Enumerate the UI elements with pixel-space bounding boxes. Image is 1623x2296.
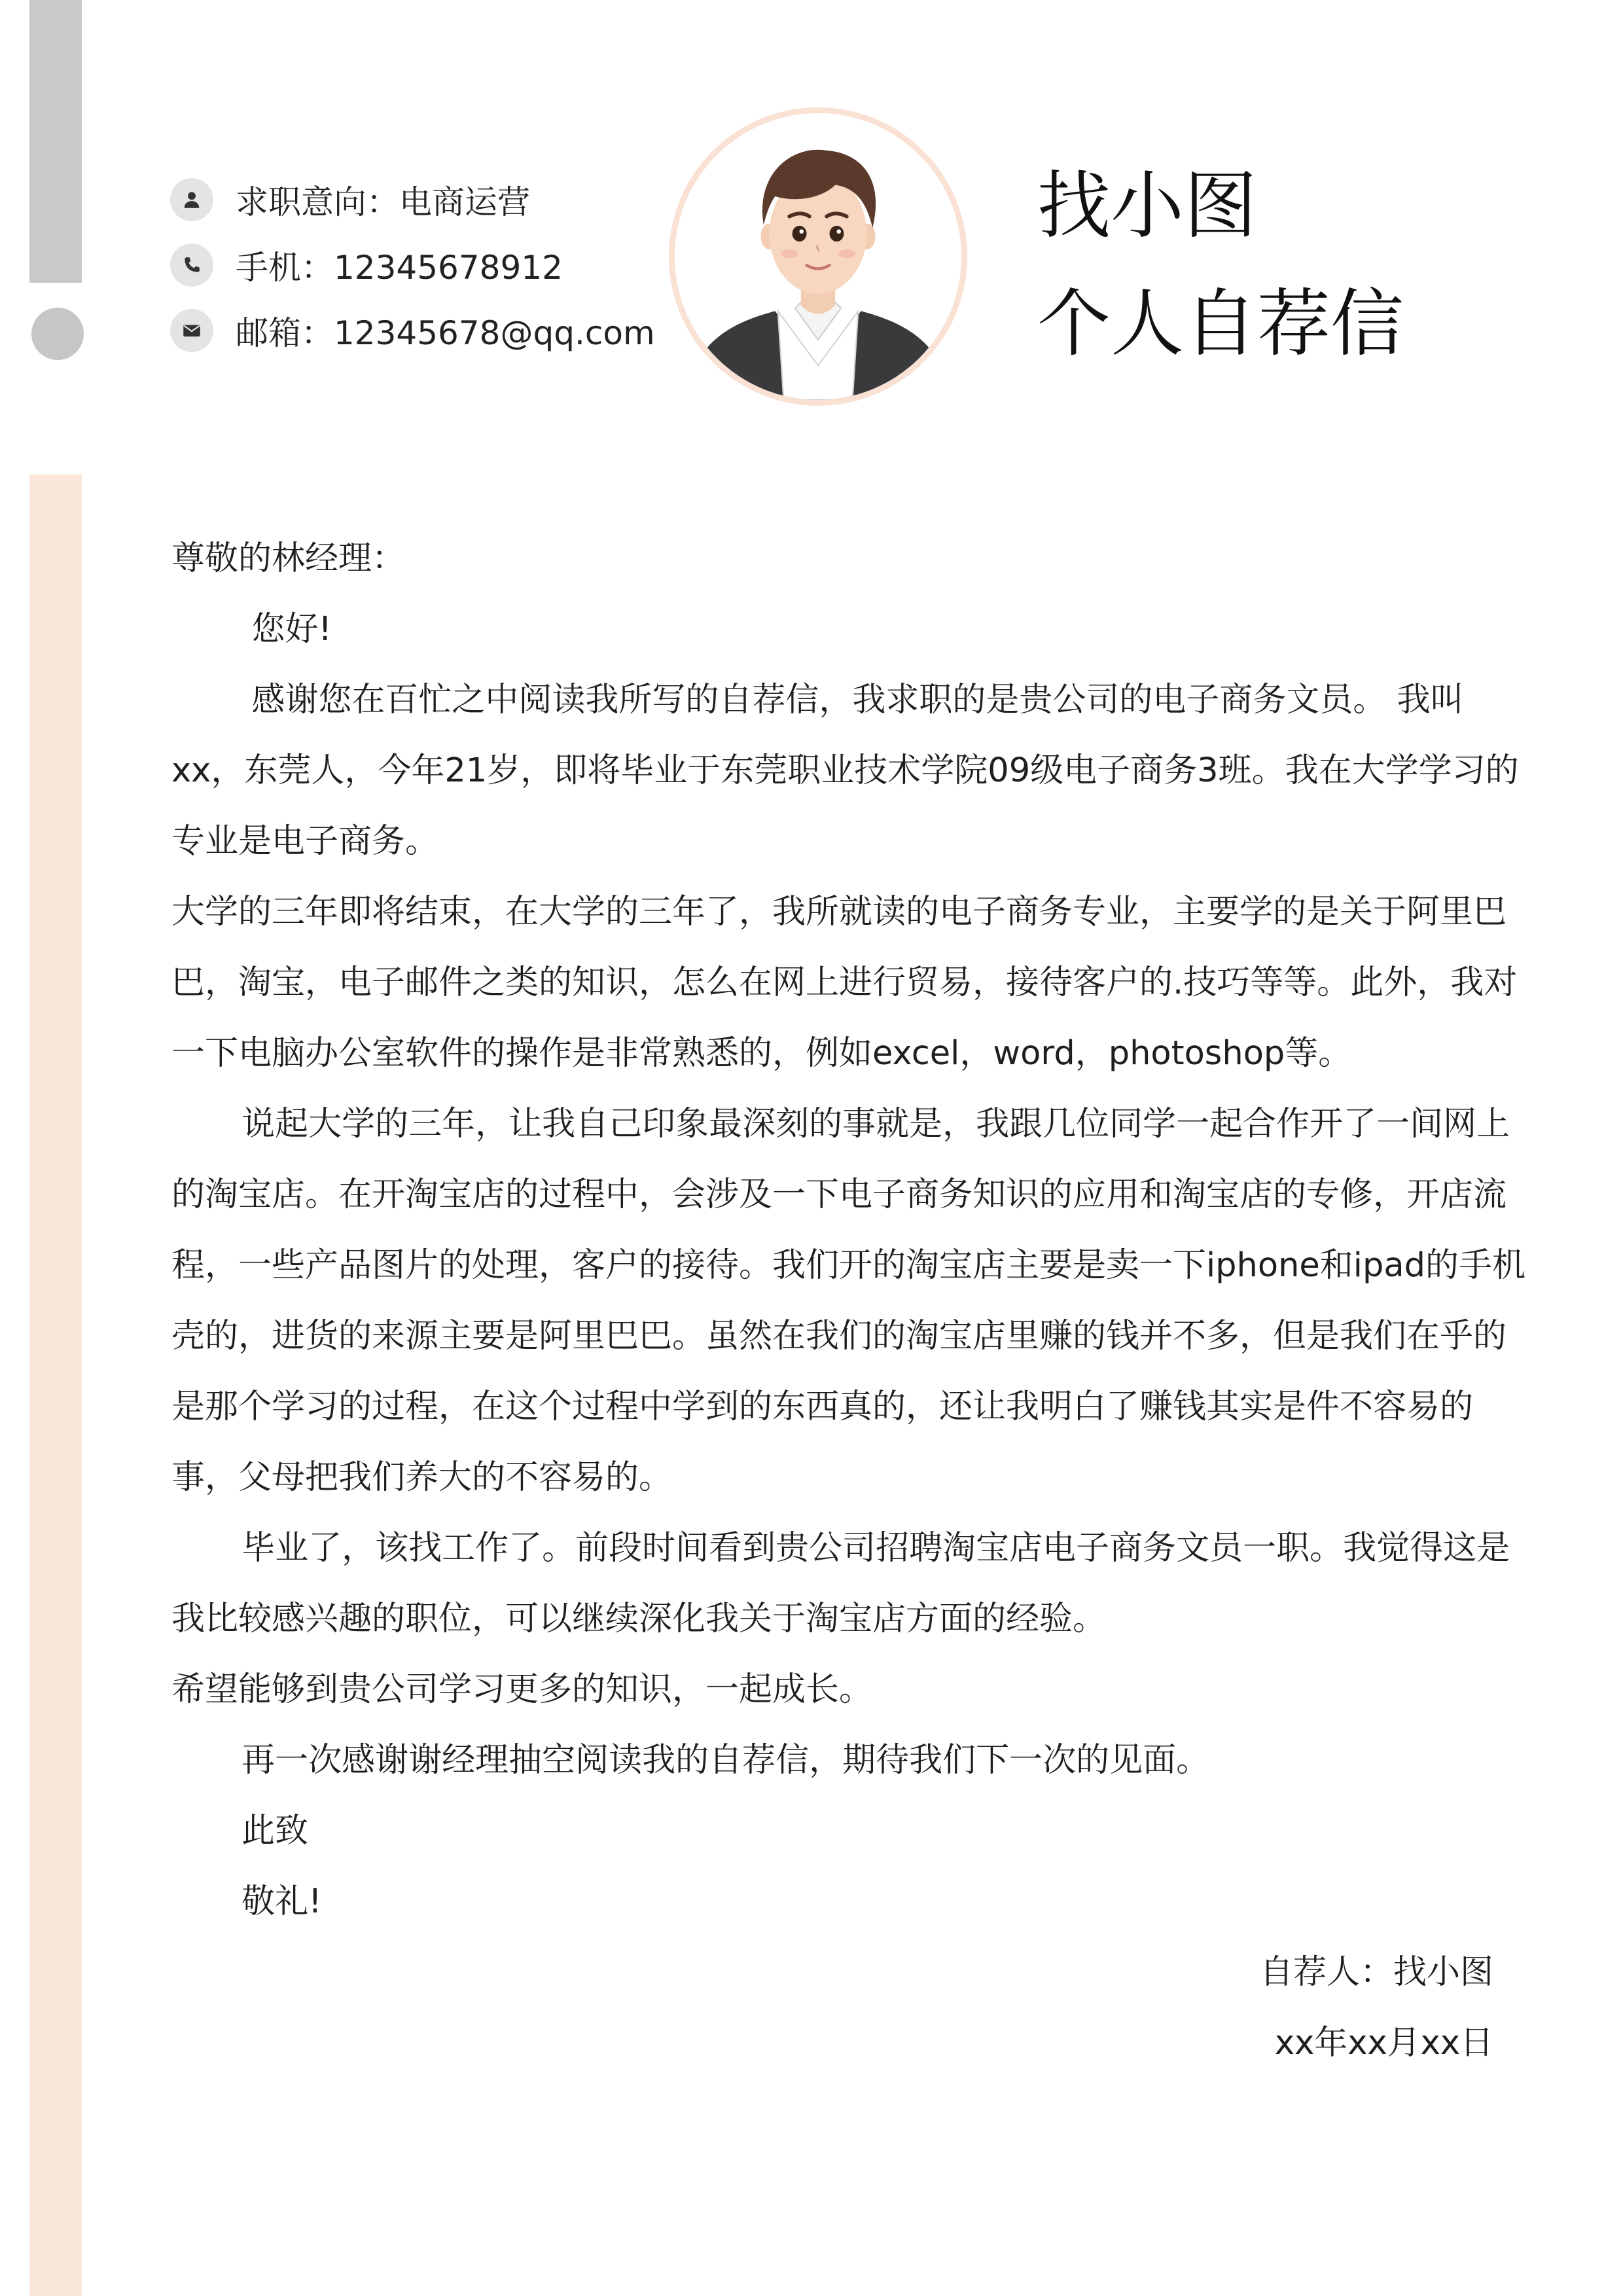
letter-paragraph: 再一次感谢谢经理抽空阅读我的自荐信，期待我们下一次的见面。 (241, 1741, 1210, 1780)
closing-line-1: 此致 (241, 1812, 309, 1850)
decorative-grey-bar (29, 0, 82, 283)
avatar-illustration (675, 113, 961, 400)
person-icon (170, 178, 213, 221)
phone-icon (170, 243, 213, 287)
phone-text: 手机：12345678912 (236, 249, 563, 287)
title-subtitle: 个人自荐信 (1037, 281, 1404, 367)
phone-row (170, 232, 655, 298)
signature: 自荐人：找小图 (1259, 1953, 1493, 1992)
letter-paragraph: 大学的三年即将结束，在大学的三年了，我所就读的电子商务专业，主要学的是关于阿里巴巴，淘宝，电子邮件之类的知识，怎么在网上进行贸易，接待客户的.技巧等等。此外，我对一下电脑办公室软件的操作是非常熟悉的，例如excel，word，photoshop等。 (171, 893, 1518, 1073)
letter-paragraph: 毕业了，该找工作了。前段时间看到贵公司招聘淘宝店电子商务文员一职。我觉得这是我比较感兴趣的职位，可以继续深化我关于淘宝店方面的经验。 (171, 1529, 1510, 1638)
job-intention-row (170, 167, 655, 232)
page-title (1037, 147, 1404, 383)
letter-paragraph: 感谢您在百忙之中阅读我所写的自荐信，我求职的是贵公司的电子商务文员。 我叫xx，东莞人，今年21岁，即将毕业于东莞职业技术学院09级电子商务3班。我在大学学习的专业是电子商务。 (171, 681, 1519, 861)
letter-paragraph: 希望能够到贵公司学习更多的知识，一起成长。 (171, 1670, 873, 1709)
decorative-peach-bar (29, 475, 82, 2296)
email-text: 邮箱：12345678@qq.com (236, 314, 655, 352)
title-name: 找小图 (1037, 164, 1257, 249)
letter-date: xx年xx月xx日 (1274, 2024, 1493, 2062)
closing-line-2: 敬礼! (241, 1882, 322, 1921)
letter-body (171, 524, 1533, 2079)
greeting: 您好! (251, 610, 332, 649)
email-row (170, 298, 655, 363)
mail-icon (170, 309, 213, 352)
letter-paragraph: 说起大学的三年，让我自己印象最深刻的事就是，我跟几位同学一起合作开了一间网上的淘宝店。在开淘宝店的过程中，会涉及一下电子商务知识的应用和淘宝店的专修，开店流程，一些产品图片的处理，客户的接待。我们开的淘宝店主要是卖一下iphone和ipad的手机壳的，进货的来源主要是阿里巴巴。虽然在我们的淘宝店里赚的钱并不多，但是我们在乎的是那个学习的过程，在这个过程中学到的东西真的，还让我明白了赚钱其实是件不容易的事，父母把我们养大的不容易的。 (171, 1105, 1525, 1497)
contact-info (170, 167, 655, 363)
avatar (669, 107, 967, 406)
job-intention-text: 求职意向：电商运营 (236, 183, 530, 221)
decorative-grey-dot (31, 308, 84, 360)
salutation: 尊敬的林经理： (171, 539, 406, 578)
